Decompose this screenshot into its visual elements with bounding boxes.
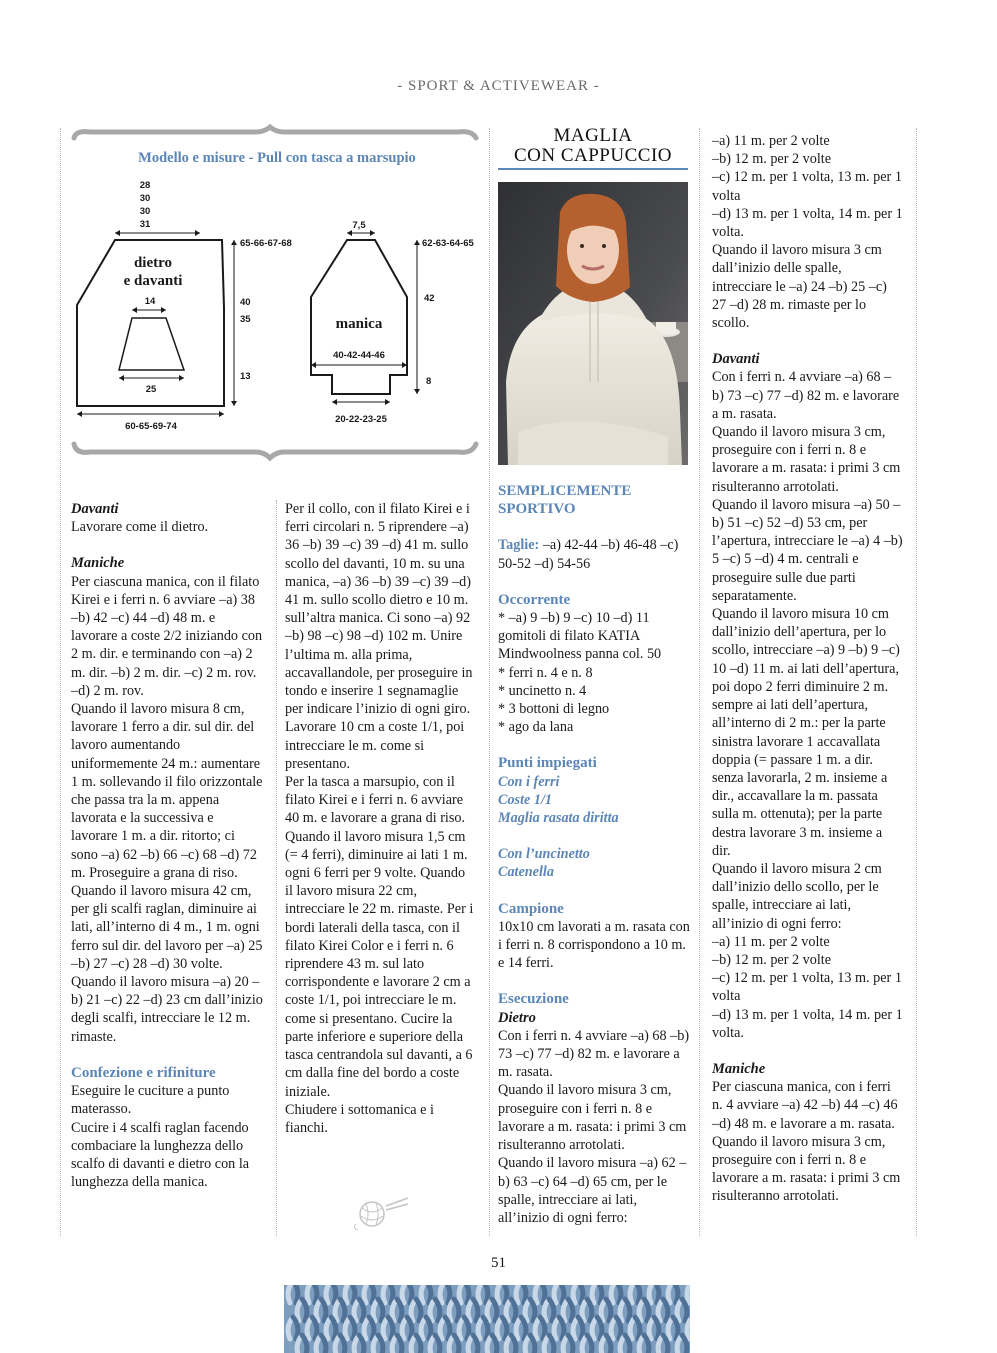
paragraph: –a) 11 m. per 2 volte bbox=[712, 933, 830, 950]
subtitle-1: SEMPLICEMENTE bbox=[498, 483, 632, 499]
paragraph: Per ciascuna manica, con il filato Kirei e i ferri n. 6 avviare –a) 38 –b) 42 –c) 44 –d) 48 m. e lavorare a coste 2/2 iniziando con 2 m. dir. e terminando con –a) 2 m. dir. –b) 2 m. dir. –c) 2 m. rov. –d) 2 m. rov. bbox=[71, 573, 263, 699]
paragraph: Per ciascuna manica, con i ferri n. 4 avviare –a) 42 –b) 44 –c) 46 –d) 48 m. e lavorare a m. rasata. Quando il lavoro misura 3 cm, proseguire con i ferri n. 8 e lavorare a m. rasata: i primi 3 cm risulteranno arrotolati. bbox=[712, 1079, 901, 1205]
punti-rasata: Maglia rasata diritta bbox=[498, 810, 619, 827]
measure-42: 42 bbox=[424, 293, 435, 304]
paragraph: Quando il lavoro misura 8 cm, lavorare 1 ferro a dir. sul dir. del lavoro aumentando uniformemente 24 m.: aumentare 1 m. sollevando il filo orizzontale che passa tra la m. appena lavorata e la successiva e lavorare 1 m. a dir. ritorto; ci sono –a) 62 –b) 66 –c) 68 –d) 72 m. Proseguire a grana di riso. bbox=[71, 701, 263, 881]
dietro-paragraph: Quando il lavoro misura –a) 62 –b) 63 –c) 64 –d) 65 cm, per le spalle, intrecciare ai lati, all’inizio di ogni ferro: bbox=[498, 1155, 687, 1226]
campione-text: 10x10 cm lavorati a m. rasata con i ferri n. 8 corrispondono a 10 m. e 14 ferri. bbox=[498, 918, 690, 972]
paragraph: –a) 11 m. per 2 volte bbox=[712, 133, 830, 149]
spacer bbox=[71, 1046, 263, 1064]
paragraph: Quando il lavoro misura 3 cm dall’inizio delle spalle, intrecciare le –a) 24 –b) 25 –c) 27 –d) 28 m. rimaste per lo scollo. bbox=[712, 242, 887, 332]
size-31: 31 bbox=[139, 219, 151, 230]
measure-62-65: 62-63-64-65 bbox=[422, 238, 474, 249]
separator bbox=[916, 128, 917, 1236]
esecuzione-heading: Esecuzione bbox=[498, 991, 569, 1008]
knit-stitch bbox=[687, 1317, 690, 1339]
spacer bbox=[71, 536, 263, 554]
campione-heading: Campione bbox=[498, 900, 564, 917]
paragraph: –c) 12 m. per 1 volta, 13 m. per 1 volta bbox=[712, 970, 902, 1005]
measure-cuff: 20-22-23-25 bbox=[335, 414, 387, 425]
measure-8: 8 bbox=[426, 376, 432, 387]
occorrente-item: * ferri n. 4 e n. 8 bbox=[498, 664, 593, 681]
section-heading: Davanti bbox=[71, 501, 119, 517]
knit-stitch bbox=[687, 1285, 690, 1303]
occorrente-heading: Occorrente bbox=[498, 591, 571, 608]
separator bbox=[699, 128, 700, 1236]
paragraph: Quando il lavoro misura –a) 50 –b) 51 –c) 52 –d) 53 cm, per l’apertura, intrecciare le –a) 4 –b) 5 –c) 5 –d) 4 m. centrali e proseguire sulle due parti separatamente. bbox=[712, 496, 903, 604]
text-column-2 bbox=[285, 500, 476, 1137]
measure-25: 25 bbox=[145, 384, 157, 395]
measure-13: 13 bbox=[240, 371, 251, 382]
sizes: Taglie: –a) 42-44 –b) 46-48 –c) 50-52 –d) 54-56 bbox=[498, 537, 679, 572]
pattern-schematic bbox=[60, 170, 490, 440]
punti-ferri: Con i ferri bbox=[498, 773, 560, 790]
text-column-3 bbox=[498, 482, 690, 1227]
paragraph: Lavorare come il dietro. bbox=[71, 519, 209, 536]
paragraph: –b) 12 m. per 2 volte bbox=[712, 151, 831, 168]
measure-65-68: 65-66-67-68 bbox=[240, 238, 292, 249]
measure-sleeve-width: 40-42-44-46 bbox=[333, 350, 385, 361]
punti-coste: Coste 1/1 bbox=[498, 791, 552, 808]
size-30b: 30 bbox=[139, 206, 151, 217]
text-column-4 bbox=[712, 132, 903, 1206]
punti-catenella: Catenella bbox=[498, 864, 554, 881]
dietro-heading: Dietro bbox=[498, 1009, 536, 1026]
knit-texture-band bbox=[284, 1285, 690, 1353]
separator bbox=[276, 500, 277, 1236]
body-label-2: e davanti bbox=[123, 273, 183, 289]
paragraph: –b) 12 m. per 2 volte bbox=[712, 951, 831, 968]
measure-40: 40 bbox=[240, 297, 251, 308]
punti-uncinetto: Con l’uncinetto bbox=[498, 846, 590, 863]
punti-heading: Punti impiegati bbox=[498, 755, 597, 772]
diagram-title: Modello e misure - Pull con tasca a marsupio bbox=[138, 150, 416, 166]
dietro-paragraph: Quando il lavoro misura 3 cm, proseguire con i ferri n. 8 e lavorare a m. rasata: i primi 3 cm risulteranno arrotolati. bbox=[498, 1082, 687, 1154]
paragraph: Per il collo, con il filato Kirei e i ferri circolari n. 5 riprendere –a) 36 –b) 39 –c) 39 –d) 41 m. sullo scollo del davanti, 10 m. su una manica, –a) 36 –b) 39 –c) 39 –d) 41 m. sullo scollo dietro e 10 m. sull’altra manica. Ci sono –a) 92 –b) 98 –c) 98 –d) 102 m. Unire l’ultima m. alla prima, accavallandole, per proseguire in tondo e inserire 1 segnamaglie per indicare l’inizio di ogni giro. Lavorare 10 cm a coste 1/1, poi intrecciare le m. come si presentano. bbox=[285, 501, 473, 772]
section-heading: Confezione e rifiniture bbox=[71, 1064, 216, 1081]
size-28: 28 bbox=[139, 180, 151, 191]
spacer bbox=[712, 332, 903, 350]
paragraph: Quando il lavoro misura 3 cm, proseguire con i ferri n. 8 e lavorare a m. rasata: i primi 3 cm risulteranno arrotolati. bbox=[712, 424, 901, 495]
measure-60-74: 60-65-69-74 bbox=[125, 421, 177, 432]
paragraph: Con i ferri n. 4 avviare –a) 68 –b) 73 –c) 77 –d) 82 m. e lavorare a m. rasata. bbox=[712, 369, 900, 422]
paragraph: Per la tasca a marsupio, con il filato Kirei e i ferri n. 6 avviare 40 m. e lavorare a grana di riso. Quando il lavoro misura 1,5 cm (= 4 ferri), diminuire ai lati 1 m. ogni 6 ferri per 9 volte. Quando il lavoro misura 22 cm, intrecciare le 22 m. rimaste. Per i bordi laterali della tasca, con il filato Kirei Color e i ferri n. 6 riprendere 43 m. sul lato corrispondente e lavorare 2 cm a coste 1/1, poi intrecciare le m. come si presentano. Cucire la parte inferiore e superiore della tasca centrandola sul davanti, a 6 cm dalla fine del bordo a coste iniziale. bbox=[285, 774, 474, 1100]
paragraph: Quando il lavoro misura 2 cm dall’inizio dello scollo, per le spalle, intrecciare ai lati, all’inizio di ogni ferro: bbox=[712, 860, 882, 932]
paragraph: –c) 12 m. per 1 volta, 13 m. per 1 volta bbox=[712, 169, 902, 204]
spacer bbox=[712, 1042, 903, 1060]
yarn-ball-icon bbox=[350, 1196, 410, 1232]
paragraph: Chiudere i sottomanica e i fianchi. bbox=[285, 1101, 434, 1136]
occorrente-item: * ago da lana bbox=[498, 719, 574, 736]
paragraph: Eseguire le cuciture a punto materasso. bbox=[71, 1083, 230, 1118]
occorrente-item: * 3 bottoni di legno bbox=[498, 701, 610, 718]
dietro-paragraph: Con i ferri n. 4 avviare –a) 68 –b) 73 –c) 77 –d) 82 m. e lavorare a m. rasata. bbox=[498, 1027, 690, 1081]
page-number: 51 bbox=[491, 1255, 506, 1271]
section-heading: Davanti bbox=[712, 351, 760, 368]
occorrente-item: * uncinetto n. 4 bbox=[498, 682, 587, 699]
paragraph: –d) 13 m. per 1 volta, 14 m. per 1 volta. bbox=[712, 1006, 903, 1041]
paragraph: –d) 13 m. per 1 volta, 14 m. per 1 volta. bbox=[712, 205, 903, 241]
size-30a: 30 bbox=[139, 193, 151, 204]
body-label-1: dietro bbox=[133, 255, 173, 271]
article-title: MAGLIA CON CAPPUCCIO bbox=[513, 125, 672, 166]
title-rule bbox=[498, 168, 688, 170]
measure-7-5: 7,5 bbox=[352, 220, 366, 231]
text-column-1 bbox=[71, 500, 263, 1191]
section-heading: Maniche bbox=[712, 1060, 766, 1077]
subtitle-2: SPORTIVO bbox=[498, 501, 576, 518]
measure-14: 14 bbox=[144, 296, 156, 307]
paragraph: Quando il lavoro misura 10 cm dall’inizio dell’apertura, per lo scollo, intrecciare –a) 9 –b) 9 –c) 10 –d) 11 m. ai lati dell’apertura, poi dopo 2 ferri diminuire 2 m. sempre ai lati dell’apertura, all’interno di 2 m.: per la parte sinistra lavorare 1 accavallata doppia (= passare 1 m. a dir. senza lavorarla, 2 m. insieme a dir., accavallare la m. passata sulla m. ottenuta); per la parte destra lavorare 3 m. insieme a dir. bbox=[712, 606, 900, 859]
sleeve-label: manica bbox=[335, 316, 383, 332]
paragraph: Cucire i 4 scalfi raglan facendo combaciare la lunghezza dello scalfo di davanti e dietro con la lunghezza della manica. bbox=[71, 1119, 250, 1191]
occorrente-item: * –a) 9 –b) 9 –c) 10 –d) 11 gomitoli di filato KATIA Mindwoolness panna col. 50 bbox=[498, 610, 662, 663]
model-photo bbox=[498, 182, 688, 465]
paragraph: Quando il lavoro misura –a) 20 –b) 21 –c) 22 –d) 23 cm dall’inizio degli scalfi, intrecciare le 12 m. rimaste. bbox=[71, 974, 263, 1045]
measure-35: 35 bbox=[240, 314, 251, 325]
paragraph: Quando il lavoro misura 42 cm, per gli scalfi raglan, diminuire ai lati, all’interno di 4 m., 1 m. ogni ferro sul dir. del lavoro per –a) 25 –b) 27 –c) 28 –d) 30 volte. bbox=[71, 883, 263, 972]
section-heading: Maniche bbox=[71, 555, 125, 572]
running-header: - SPORT & ACTIVEWEAR - bbox=[397, 78, 600, 94]
